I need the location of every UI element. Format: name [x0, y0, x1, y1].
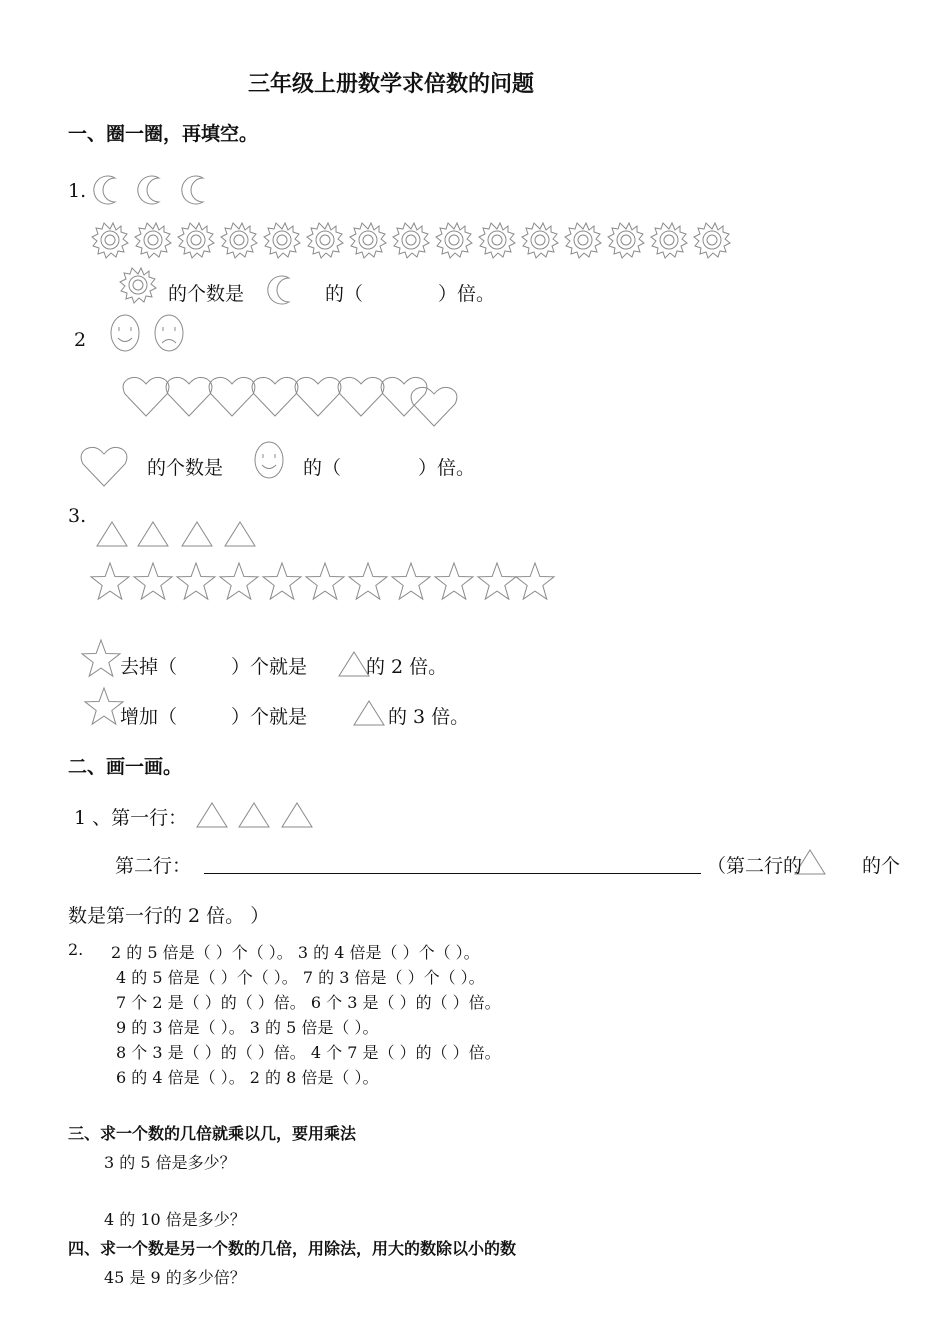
- triangle-icons: [97, 522, 825, 874]
- moon-icon: [94, 176, 115, 204]
- sun-icon: [608, 223, 644, 258]
- star-icon: [220, 563, 258, 599]
- q1-text-times: ）倍。: [438, 283, 496, 305]
- star-icon: [177, 563, 215, 599]
- multiple-line-1: 2 的 5 倍是（ ）个（ ）。 3 的 4 倍是（ ）个（ ）。: [111, 943, 480, 962]
- sun-icon: [565, 223, 601, 258]
- heart-icon: [295, 377, 341, 416]
- triangle-icon: [97, 522, 127, 546]
- triangle-icon: [138, 522, 168, 546]
- q3-add-text-2: ）个就是: [231, 706, 308, 728]
- q3-remove-text-3: 的 2 倍。: [366, 656, 448, 678]
- q2-text-times: ）倍。: [418, 457, 476, 479]
- star-icon: [263, 563, 301, 599]
- heart-icon: [252, 377, 298, 416]
- draw-row-2-note: （第二行的: [707, 855, 803, 877]
- section-4-question-1: 45 是 9 的多少倍？: [104, 1268, 246, 1287]
- heart-icon: [166, 377, 212, 416]
- smiley-face-icon: [255, 442, 283, 478]
- q3-remove-text: 去掉（: [120, 656, 178, 678]
- triangle-icon: [239, 803, 269, 827]
- draw-row-2-note-2: 的个: [862, 855, 901, 877]
- sun-icon: [436, 223, 472, 258]
- moon-icon: [268, 276, 289, 304]
- moon-icon: [182, 176, 203, 204]
- q2-text-of: 的（: [303, 457, 342, 479]
- triangle-icon: [339, 652, 369, 676]
- section-4-heading: 四、求一个数是另一个数的几倍，用除法，用大的数除以小的数: [68, 1239, 517, 1258]
- sun-icon: [651, 223, 687, 258]
- heart-icons: [81, 377, 457, 486]
- q1-text-of: 的（: [325, 283, 364, 305]
- page-title: 三年级上册数学求倍数的问题: [248, 71, 535, 97]
- q3-add-text-3: 的 3 倍。: [388, 706, 470, 728]
- q3-add-text: 增加（: [120, 706, 178, 728]
- heart-icon: [209, 377, 255, 416]
- triangle-icon: [197, 803, 227, 827]
- section-1-heading: 一、圈一圈，再填空。: [68, 123, 259, 145]
- heart-icon: [123, 377, 169, 416]
- question-1-number: 1.: [68, 180, 87, 202]
- sun-icon: [178, 223, 214, 258]
- smiley-face-icon: [111, 315, 139, 351]
- sun-icon: [393, 223, 429, 258]
- star-icon: [349, 563, 387, 599]
- star-icon: [478, 563, 516, 599]
- heart-icon: [338, 377, 384, 416]
- star-icons: [82, 563, 554, 724]
- sun-icon: [221, 223, 257, 258]
- question-3-number: 3.: [68, 505, 87, 527]
- sun-icon: [307, 223, 343, 258]
- section-2-heading: 二、画一画。: [68, 756, 183, 778]
- sun-icon: [479, 223, 515, 258]
- draw-row-2-note-3: 数是第一行的 2 倍。 ）: [68, 905, 270, 927]
- multiple-line-5: 8 个 3 是（ ）的（ ）倍。 4 个 7 是（ ）的（ ）倍。: [116, 1043, 501, 1062]
- sun-icon: [92, 223, 128, 258]
- star-icon: [85, 688, 123, 724]
- triangle-icon: [225, 522, 255, 546]
- draw-row-1-label: 1 、第一行：: [74, 807, 188, 829]
- moon-icon: [138, 176, 159, 204]
- heart-icon: [411, 387, 457, 426]
- sun-icon: [694, 223, 730, 258]
- star-icon: [306, 563, 344, 599]
- question-2-number: 2: [74, 329, 87, 351]
- star-icon: [392, 563, 430, 599]
- q1-text-count: 的个数是: [168, 283, 245, 305]
- sun-icon: [522, 223, 558, 258]
- multiple-line-2: 4 的 5 倍是（ ）个（ ）。 7 的 3 倍是（ ）个（ ）。: [116, 968, 485, 987]
- answer-line: [204, 873, 701, 874]
- draw-row-2-label: 第二行：: [115, 855, 192, 877]
- section-3-question-2: 4 的 10 倍是多少？: [104, 1210, 246, 1229]
- triangle-icon: [282, 803, 312, 827]
- sun-icon: [135, 223, 171, 258]
- q3-remove-text-2: ）个就是: [231, 656, 308, 678]
- section-3-question-1: 3 的 5 倍是多少？: [104, 1153, 236, 1172]
- heart-icon: [381, 377, 427, 416]
- multiple-line-4: 9 的 3 倍是（ ）。 3 的 5 倍是（ ）。: [116, 1018, 379, 1037]
- sun-icon: [350, 223, 386, 258]
- sun-icon: [264, 223, 300, 258]
- sun-icon: [120, 268, 156, 303]
- heart-icon: [81, 447, 127, 486]
- sad-face-icon: [155, 315, 183, 351]
- section-3-heading: 三、求一个数的几倍就乘以几，要用乘法: [68, 1124, 357, 1143]
- triangle-icon: [354, 701, 384, 725]
- star-icon: [516, 563, 554, 599]
- star-icon: [134, 563, 172, 599]
- triangle-icon: [182, 522, 212, 546]
- multiple-line-6: 6 的 4 倍是（ ）。 2 的 8 倍是（ ）。: [116, 1068, 379, 1087]
- star-icon: [435, 563, 473, 599]
- q2-text-count: 的个数是: [147, 457, 224, 479]
- star-icon: [91, 563, 129, 599]
- question-2-2-number: 2.: [68, 940, 84, 959]
- star-icon: [82, 640, 120, 676]
- multiple-line-3: 7 个 2 是（ ）的（ ）倍。 6 个 3 是（ ）的（ ）倍。: [116, 993, 501, 1012]
